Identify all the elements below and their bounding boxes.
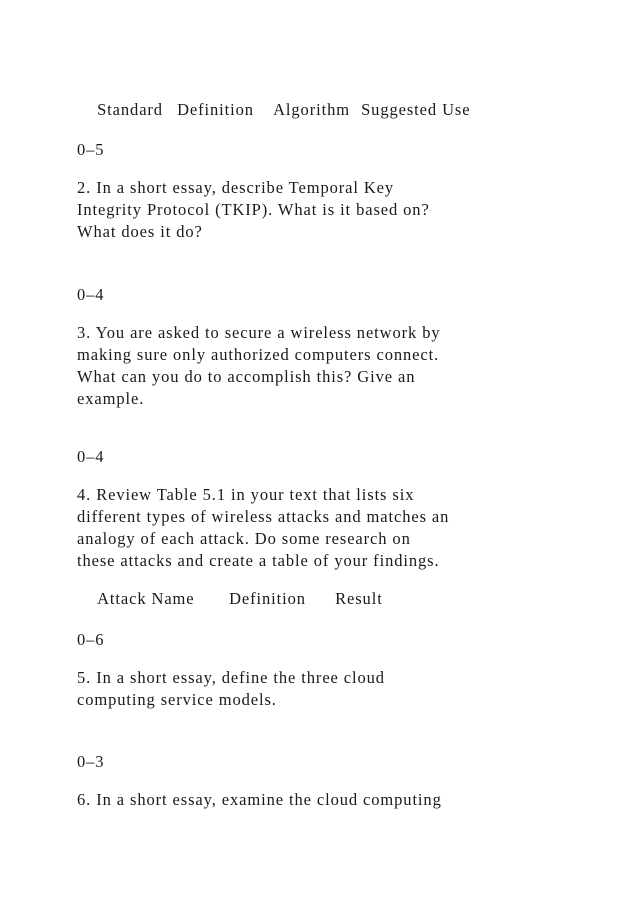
score-range: 0–4 [77, 447, 105, 466]
header-standard: Standard [97, 100, 163, 119]
header-definition: Definition [177, 100, 254, 119]
question-line: What does it do? [77, 222, 203, 241]
score-range: 0–5 [77, 140, 105, 159]
question-line: computing service models. [77, 690, 277, 709]
score-range: 0–6 [77, 630, 105, 649]
question-line: 3. You are asked to secure a wireless network by [77, 323, 441, 342]
question-line: 4. Review Table 5.1 in your text that lists six [77, 485, 415, 504]
question-line: 6. In a short essay, examine the cloud computing [77, 790, 442, 809]
score-range: 0–3 [77, 752, 105, 771]
header-suggested-use: Suggested Use [361, 100, 471, 119]
header-definition: Definition [229, 589, 306, 608]
question-line: Integrity Protocol (TKIP). What is it based on? [77, 200, 430, 219]
question-line: 2. In a short essay, describe Temporal Key [77, 178, 395, 197]
question-line: 5. In a short essay, define the three cloud [77, 668, 385, 687]
score-range: 0–4 [77, 285, 105, 304]
attack-table-header [77, 566, 383, 632]
question-line: What can you do to accomplish this? Give an [77, 367, 416, 386]
header-algorithm: Algorithm [273, 100, 350, 119]
table-header-row [77, 77, 470, 143]
question-line: different types of wireless attacks and matches an [77, 507, 450, 526]
question-line: analogy of each attack. Do some research on [77, 529, 411, 548]
question-line: these attacks and create a table of your findings. [77, 551, 440, 570]
question-line: example. [77, 389, 145, 408]
header-result: Result [335, 589, 383, 608]
question-line: making sure only authorized computers connect. [77, 345, 440, 364]
header-attack-name: Attack Name [97, 589, 195, 608]
